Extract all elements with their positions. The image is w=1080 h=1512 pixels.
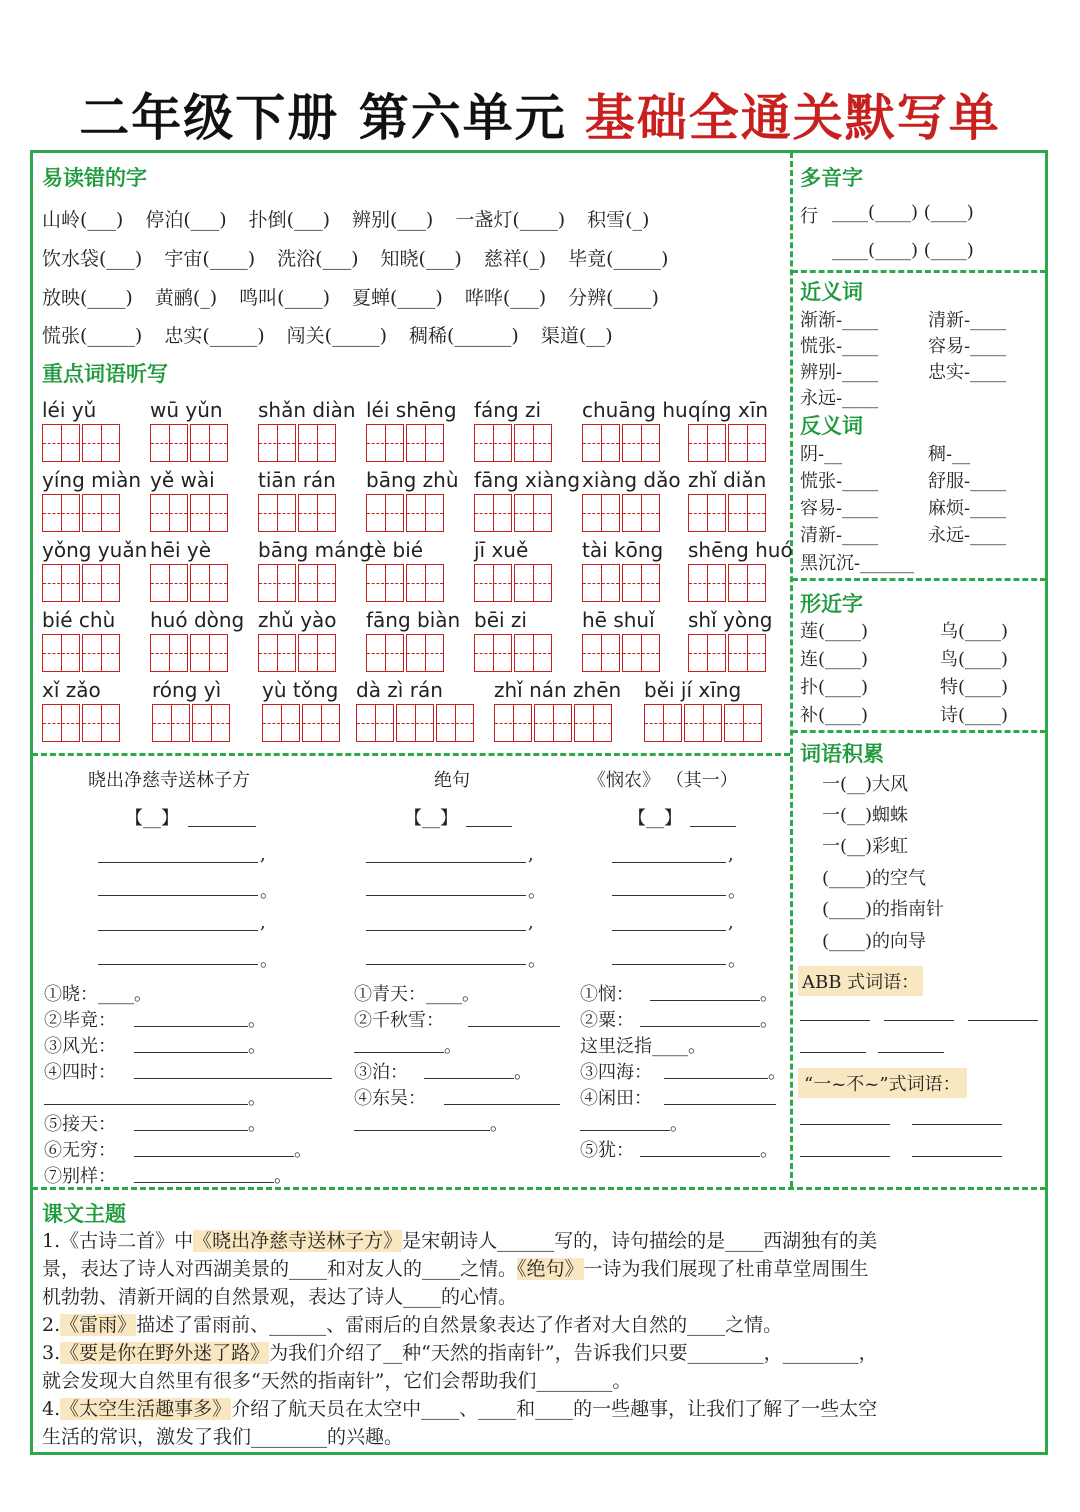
writing-cell[interactable] xyxy=(190,424,228,462)
poem-line xyxy=(612,895,726,896)
writing-cell[interactable] xyxy=(258,424,296,462)
answer-line xyxy=(188,826,256,827)
writing-grid[interactable] xyxy=(582,564,662,602)
yi-bu-label: “一~不~”式词语： xyxy=(798,1068,967,1098)
writing-cell[interactable] xyxy=(366,424,404,462)
writing-cell[interactable] xyxy=(684,704,722,742)
title-grade: 二年级下册 第六单元 xyxy=(79,89,567,147)
period: 。 xyxy=(490,1114,508,1135)
poem1-note: ②毕竟： xyxy=(44,1010,116,1031)
poem1-note: ⑥无穷： xyxy=(44,1140,116,1161)
writing-grid[interactable] xyxy=(152,704,232,742)
section-antonym-title: 反义词 xyxy=(800,414,863,438)
answer-line xyxy=(912,1124,1002,1125)
writing-cell[interactable] xyxy=(574,704,612,742)
synonym-item: 忠实-____ xyxy=(928,362,1007,383)
writing-cell[interactable] xyxy=(82,704,120,742)
writing-cell[interactable] xyxy=(396,704,434,742)
pinyin-label: yǒng yuǎn xyxy=(42,538,148,562)
writing-cell[interactable] xyxy=(302,704,340,742)
writing-grid[interactable] xyxy=(42,564,122,602)
similar-item: 扑(____) xyxy=(800,677,869,698)
poem-author-bracket: 【__】 xyxy=(125,808,179,829)
synonym-item: 辨别-____ xyxy=(800,362,879,383)
poem-line xyxy=(98,930,258,931)
poem-author-bracket: 【__】 xyxy=(404,808,458,829)
accumulate-item: (____)的空气 xyxy=(822,868,927,889)
writing-grid[interactable] xyxy=(688,424,768,462)
pinyin-label: xǐ zǎo xyxy=(42,678,101,702)
poem-punctuation: 。 xyxy=(728,881,746,902)
answer-line xyxy=(800,1156,890,1157)
poem-punctuation: , xyxy=(260,912,266,933)
synonym-item: 容易-____ xyxy=(928,336,1007,357)
writing-cell[interactable] xyxy=(728,494,766,532)
writing-grid[interactable] xyxy=(688,564,768,602)
poem-line xyxy=(366,862,526,863)
answer-line xyxy=(134,1130,248,1131)
pinyin-label: xiàng dǎo xyxy=(582,468,681,492)
writing-cell[interactable] xyxy=(366,494,404,532)
writing-grid[interactable] xyxy=(42,704,122,742)
answer-line xyxy=(664,1078,768,1079)
writing-cell[interactable] xyxy=(514,424,552,462)
poem1-note: ①晓：____。 xyxy=(44,984,152,1005)
pinyin-label: yíng miàn xyxy=(42,468,142,492)
writing-cell[interactable] xyxy=(258,494,296,532)
theme-line: 3.《要是你在野外迷了路》为我们介绍了__种“天然的指南针”，告诉我们只要________，________， xyxy=(42,1342,878,1364)
answer-line xyxy=(580,1130,670,1131)
poem3-note: ②粟： xyxy=(580,1010,634,1031)
pinyin-label: jī xuě xyxy=(474,538,529,562)
antonym-item: 永远-____ xyxy=(928,525,1007,546)
similar-item: 连(____) xyxy=(800,649,869,670)
answer-line xyxy=(640,1156,760,1157)
poem-line xyxy=(366,964,526,965)
answer-line xyxy=(650,1000,760,1001)
similar-item: 乌(____) xyxy=(940,621,1009,642)
pinyin-label: hēi yè xyxy=(150,538,212,562)
pinyin-label: tiān rán xyxy=(258,468,336,492)
writing-cell[interactable] xyxy=(728,424,766,462)
similar-item: 诗(____) xyxy=(940,705,1009,726)
writing-cell[interactable] xyxy=(436,704,474,742)
poem-punctuation: , xyxy=(728,844,734,865)
misread-row: 慌张(_____) 忠实(_____) 闯关(_____) 稠稀(______) 渠道(__) xyxy=(42,325,613,347)
period: 。 xyxy=(760,1140,778,1161)
writing-cell[interactable] xyxy=(82,634,120,672)
poem3-note: ④闲田： xyxy=(580,1088,652,1109)
poem2-note: ①青天：____。 xyxy=(354,984,480,1005)
writing-grid[interactable] xyxy=(150,424,230,462)
writing-cell[interactable] xyxy=(298,634,336,672)
theme-line: 景，表达了诗人对西湖美景的____和对友人的____之情。《绝句》一诗为我们展现了杜甫草堂周围生 xyxy=(42,1258,869,1280)
poem1-note: ⑦别样： xyxy=(44,1166,116,1187)
writing-grid[interactable] xyxy=(42,494,122,532)
section-polyphone-title: 多音字 xyxy=(800,166,863,190)
poem-punctuation: 。 xyxy=(528,950,546,971)
writing-grid[interactable] xyxy=(258,564,338,602)
section-synonym-title: 近义词 xyxy=(800,280,863,304)
writing-cell[interactable] xyxy=(582,634,620,672)
pinyin-label: róng yì xyxy=(152,678,222,702)
pinyin-label: běi jí xīng xyxy=(644,678,742,702)
period: 。 xyxy=(248,1036,266,1057)
misread-row: 饮水袋(___) 宇宙(____) 洗浴(___) 知晓(___) 慈祥(_) 毕竟(_____) xyxy=(42,248,669,270)
writing-grid[interactable] xyxy=(258,494,338,532)
misread-row: 山岭(___) 停泊(___) 扑倒(___) 辨别(___) 一盏灯(____) 积雪(_) xyxy=(42,209,650,231)
writing-grid[interactable] xyxy=(474,634,554,672)
writing-cell[interactable] xyxy=(724,704,762,742)
writing-cell[interactable] xyxy=(190,494,228,532)
poem-title: 《悯农》 （其一） xyxy=(588,770,738,791)
theme-line: 4.《太空生活趣事多》介绍了航天员在太空中____、____和____的一些趣事，让我们了解了一些太空 xyxy=(42,1398,878,1420)
poem2-note: ④东吴： xyxy=(354,1088,426,1109)
writing-cell[interactable] xyxy=(258,634,296,672)
writing-cell[interactable] xyxy=(42,704,80,742)
answer-line xyxy=(466,826,512,827)
pinyin-label: bāng zhù xyxy=(366,468,459,492)
writing-cell[interactable] xyxy=(474,634,512,672)
synonym-item: 永远-____ xyxy=(800,388,879,409)
writing-grid[interactable] xyxy=(366,634,446,672)
writing-cell[interactable] xyxy=(514,494,552,532)
writing-cell[interactable] xyxy=(582,494,620,532)
accumulate-item: 一(__)彩虹 xyxy=(822,836,909,857)
antonym-item: 黑沉沉-______ xyxy=(800,553,915,574)
writing-grid[interactable] xyxy=(258,634,338,672)
writing-cell[interactable] xyxy=(192,704,230,742)
writing-grid[interactable] xyxy=(42,424,122,462)
synonym-item: 清新-____ xyxy=(928,310,1007,331)
section-theme-title: 课文主题 xyxy=(42,1202,126,1226)
writing-grid[interactable] xyxy=(494,704,614,742)
poem-punctuation: 。 xyxy=(260,881,278,902)
writing-cell[interactable] xyxy=(42,564,80,602)
writing-cell[interactable] xyxy=(688,424,726,462)
writing-cell[interactable] xyxy=(474,494,512,532)
writing-cell[interactable] xyxy=(406,494,444,532)
period: 。 xyxy=(444,1036,462,1057)
period: 。 xyxy=(248,1114,266,1135)
answer-line xyxy=(354,1130,490,1131)
writing-grid[interactable] xyxy=(258,424,338,462)
poem-title: 绝句 xyxy=(434,770,470,791)
poem-author-bracket: 【__】 xyxy=(628,808,682,829)
writing-cell[interactable] xyxy=(406,424,444,462)
abb-label: ABB 式词语： xyxy=(798,966,923,996)
writing-cell[interactable] xyxy=(728,634,766,672)
writing-cell[interactable] xyxy=(622,494,660,532)
writing-cell[interactable] xyxy=(728,564,766,602)
polyphone-char: 行 xyxy=(800,206,818,227)
divider-right-2 xyxy=(792,578,1046,581)
pinyin-label: léi yǔ xyxy=(42,398,97,422)
divider-vertical xyxy=(790,152,793,1187)
poem-line xyxy=(98,862,258,863)
period: 。 xyxy=(760,984,778,1005)
pinyin-label: tè bié xyxy=(366,538,424,562)
poem-punctuation: , xyxy=(528,912,534,933)
similar-item: 鸟(____) xyxy=(940,649,1009,670)
writing-cell[interactable] xyxy=(582,424,620,462)
writing-grid[interactable] xyxy=(474,564,554,602)
writing-cell[interactable] xyxy=(622,564,660,602)
writing-cell[interactable] xyxy=(298,424,336,462)
pinyin-label: bāng máng xyxy=(258,538,372,562)
writing-cell[interactable] xyxy=(514,564,552,602)
period: 。 xyxy=(514,1062,532,1083)
antonym-item: 稠-__ xyxy=(928,444,971,465)
divider-bottom xyxy=(32,1187,1046,1190)
writing-grid[interactable] xyxy=(644,704,764,742)
pinyin-label: léi shēng xyxy=(366,398,457,422)
poem-punctuation: 。 xyxy=(528,881,546,902)
answer-line xyxy=(878,1052,944,1053)
section-misread-title: 易读错的字 xyxy=(42,166,147,190)
pinyin-label: fāng biàn xyxy=(366,608,461,632)
answer-line xyxy=(800,1020,870,1021)
poem-line xyxy=(612,862,726,863)
answer-line xyxy=(134,1078,332,1079)
writing-grid[interactable] xyxy=(474,424,554,462)
answer-line xyxy=(690,826,736,827)
writing-cell[interactable] xyxy=(190,564,228,602)
pinyin-label: shǐ yòng xyxy=(688,608,773,632)
pinyin-label: yù tǒng xyxy=(262,678,339,702)
accumulate-item: 一(__)大风 xyxy=(822,774,909,795)
answer-line xyxy=(884,1020,954,1021)
writing-cell[interactable] xyxy=(366,564,404,602)
writing-cell[interactable] xyxy=(644,704,682,742)
period: 。 xyxy=(768,1062,786,1083)
period: 。 xyxy=(248,1010,266,1031)
writing-cell[interactable] xyxy=(494,704,532,742)
theme-line: 生活的常识，激发了我们________的兴趣。 xyxy=(42,1426,404,1448)
period: 。 xyxy=(274,1166,292,1187)
pinyin-label: hē shuǐ xyxy=(582,608,655,632)
writing-cell[interactable] xyxy=(298,494,336,532)
poem3-note: 这里泛指____。 xyxy=(580,1036,706,1057)
pinyin-label: huó dòng xyxy=(150,608,245,632)
poem1-note: ⑤接天： xyxy=(44,1114,116,1135)
writing-grid[interactable] xyxy=(150,494,230,532)
poem-line xyxy=(366,930,526,931)
page-title xyxy=(0,78,1080,150)
poem-title: 晓出净慈寺送林子方 xyxy=(88,770,250,791)
answer-line xyxy=(354,1052,444,1053)
writing-cell[interactable] xyxy=(258,564,296,602)
accumulate-item: (____)的指南针 xyxy=(822,899,945,920)
similar-item: 莲(____) xyxy=(800,621,869,642)
writing-cell[interactable] xyxy=(190,634,228,672)
writing-cell[interactable] xyxy=(688,634,726,672)
answer-line xyxy=(800,1124,890,1125)
writing-grid[interactable] xyxy=(474,494,554,532)
writing-cell[interactable] xyxy=(622,424,660,462)
answer-line xyxy=(134,1052,248,1053)
antonym-item: 慌张-____ xyxy=(800,471,879,492)
writing-grid[interactable] xyxy=(150,634,230,672)
writing-cell[interactable] xyxy=(622,634,660,672)
poem-punctuation: , xyxy=(260,844,266,865)
divider-left-mid xyxy=(32,753,790,756)
answer-line xyxy=(134,1182,274,1183)
poem-line xyxy=(612,964,726,965)
answer-line xyxy=(424,1078,514,1079)
writing-cell[interactable] xyxy=(150,424,188,462)
writing-cell[interactable] xyxy=(82,424,120,462)
answer-line xyxy=(134,1156,294,1157)
poem3-note: ⑤犹： xyxy=(580,1140,634,1161)
answer-line xyxy=(912,1156,1002,1157)
writing-cell[interactable] xyxy=(688,494,726,532)
antonym-item: 清新-____ xyxy=(800,525,879,546)
writing-cell[interactable] xyxy=(356,704,394,742)
pinyin-label: qíng xīn xyxy=(688,398,769,422)
writing-cell[interactable] xyxy=(150,564,188,602)
theme-line: 2.《雷雨》描述了雷雨前、______、雷雨后的自然景象表达了作者对大自然的____之情。 xyxy=(42,1314,783,1336)
writing-grid[interactable] xyxy=(366,424,446,462)
answer-line xyxy=(968,1020,1038,1021)
writing-cell[interactable] xyxy=(42,634,80,672)
writing-cell[interactable] xyxy=(298,564,336,602)
answer-line xyxy=(444,1104,560,1105)
writing-grid[interactable] xyxy=(582,634,662,672)
answer-line xyxy=(134,1026,248,1027)
writing-grid[interactable] xyxy=(582,424,662,462)
poem2-note: ③泊： xyxy=(354,1062,408,1083)
similar-item: 补(____) xyxy=(800,705,869,726)
writing-grid[interactable] xyxy=(582,494,662,532)
poem-line xyxy=(612,930,726,931)
section-accumulate-title: 词语积累 xyxy=(800,742,884,766)
answer-line xyxy=(664,1104,776,1105)
writing-cell[interactable] xyxy=(152,704,190,742)
writing-cell[interactable] xyxy=(366,634,404,672)
answer-line xyxy=(44,1104,248,1105)
synonym-item: 渐渐-____ xyxy=(800,310,879,331)
poem-line xyxy=(98,895,258,896)
writing-grid[interactable] xyxy=(688,494,768,532)
pinyin-label: shǎn diàn xyxy=(258,398,356,422)
poem-punctuation: 。 xyxy=(728,950,746,971)
answer-line xyxy=(468,1026,560,1027)
title-sheet: 基础全通关默写单 xyxy=(584,89,1001,147)
polyphone-line: ____(____) (____) xyxy=(832,202,974,223)
period: 。 xyxy=(670,1114,688,1135)
poem-punctuation: 。 xyxy=(260,950,278,971)
misread-row: 放映(____) 黄鹂(_) 鸣叫(____) 夏蝉(____) 哗哗(___) 分辨(____) xyxy=(42,287,659,309)
writing-grid[interactable] xyxy=(688,634,768,672)
period: 。 xyxy=(294,1140,312,1161)
writing-grid[interactable] xyxy=(262,704,342,742)
answer-line xyxy=(800,1052,866,1053)
antonym-item: 阴-__ xyxy=(800,444,843,465)
writing-cell[interactable] xyxy=(42,494,80,532)
writing-cell[interactable] xyxy=(42,424,80,462)
pinyin-label: zhǐ diǎn xyxy=(688,468,767,492)
pinyin-label: zhǐ nán zhēn xyxy=(494,678,622,702)
theme-line: 1.《古诗二首》中《晓出净慈寺送林子方》是宋朝诗人______写的，诗句描绘的是____西湖独有的美 xyxy=(42,1230,878,1252)
writing-grid[interactable] xyxy=(42,634,122,672)
writing-cell[interactable] xyxy=(150,634,188,672)
poem-line xyxy=(366,895,526,896)
writing-grid[interactable] xyxy=(356,704,476,742)
writing-cell[interactable] xyxy=(474,564,512,602)
section-similar-title: 形近字 xyxy=(800,592,863,616)
divider-right-1 xyxy=(792,270,1046,273)
writing-grid[interactable] xyxy=(366,494,446,532)
pinyin-label: dà zì rán xyxy=(356,678,443,702)
antonym-item: 舒服-____ xyxy=(928,471,1007,492)
poem-line xyxy=(98,964,258,965)
pinyin-label: fāng xiàng xyxy=(474,468,581,492)
section-dictation-title: 重点词语听写 xyxy=(42,362,168,386)
theme-line: 机勃勃、清新开阔的自然景观，表达了诗人____的心情。 xyxy=(42,1286,518,1308)
poem-punctuation: , xyxy=(728,912,734,933)
pinyin-label: chuāng hu xyxy=(582,398,688,422)
poem1-note: ③风光： xyxy=(44,1036,116,1057)
pinyin-label: bēi zi xyxy=(474,608,527,632)
pinyin-label: yě wài xyxy=(150,468,215,492)
poem1-note: ④四时： xyxy=(44,1062,116,1083)
antonym-item: 容易-____ xyxy=(800,498,879,519)
antonym-item: 麻烦-____ xyxy=(928,498,1007,519)
writing-cell[interactable] xyxy=(150,494,188,532)
polyphone-line: ____(____) (____) xyxy=(832,240,974,261)
answer-line xyxy=(640,1026,760,1027)
similar-item: 特(____) xyxy=(940,677,1009,698)
poem2-note: ②千秋雪： xyxy=(354,1010,444,1031)
period: 。 xyxy=(760,1010,778,1031)
theme-line: 就会发现大自然里有很多“天然的指南针”，它们会帮助我们________。 xyxy=(42,1370,632,1392)
writing-cell[interactable] xyxy=(82,564,120,602)
writing-cell[interactable] xyxy=(474,424,512,462)
writing-cell[interactable] xyxy=(262,704,300,742)
poem3-note: ①悯： xyxy=(580,984,634,1005)
pinyin-label: wū yǔn xyxy=(150,398,223,422)
pinyin-label: fáng zi xyxy=(474,398,542,422)
pinyin-label: bié chù xyxy=(42,608,116,632)
writing-cell[interactable] xyxy=(688,564,726,602)
poem-punctuation: , xyxy=(528,844,534,865)
divider-right-3 xyxy=(792,730,1046,733)
period: 。 xyxy=(248,1088,266,1109)
writing-cell[interactable] xyxy=(406,564,444,602)
writing-grid[interactable] xyxy=(366,564,446,602)
synonym-item: 慌张-____ xyxy=(800,336,879,357)
writing-cell[interactable] xyxy=(82,494,120,532)
accumulate-item: (____)的向导 xyxy=(822,931,927,952)
writing-cell[interactable] xyxy=(406,634,444,672)
accumulate-item: 一(__)蜘蛛 xyxy=(822,805,909,826)
writing-cell[interactable] xyxy=(534,704,572,742)
pinyin-label: tài kōng xyxy=(582,538,664,562)
pinyin-label: zhǔ yào xyxy=(258,608,337,632)
writing-grid[interactable] xyxy=(150,564,230,602)
writing-cell[interactable] xyxy=(582,564,620,602)
pinyin-label: shēng huó xyxy=(688,538,793,562)
writing-cell[interactable] xyxy=(514,634,552,672)
poem3-note: ③四海： xyxy=(580,1062,652,1083)
